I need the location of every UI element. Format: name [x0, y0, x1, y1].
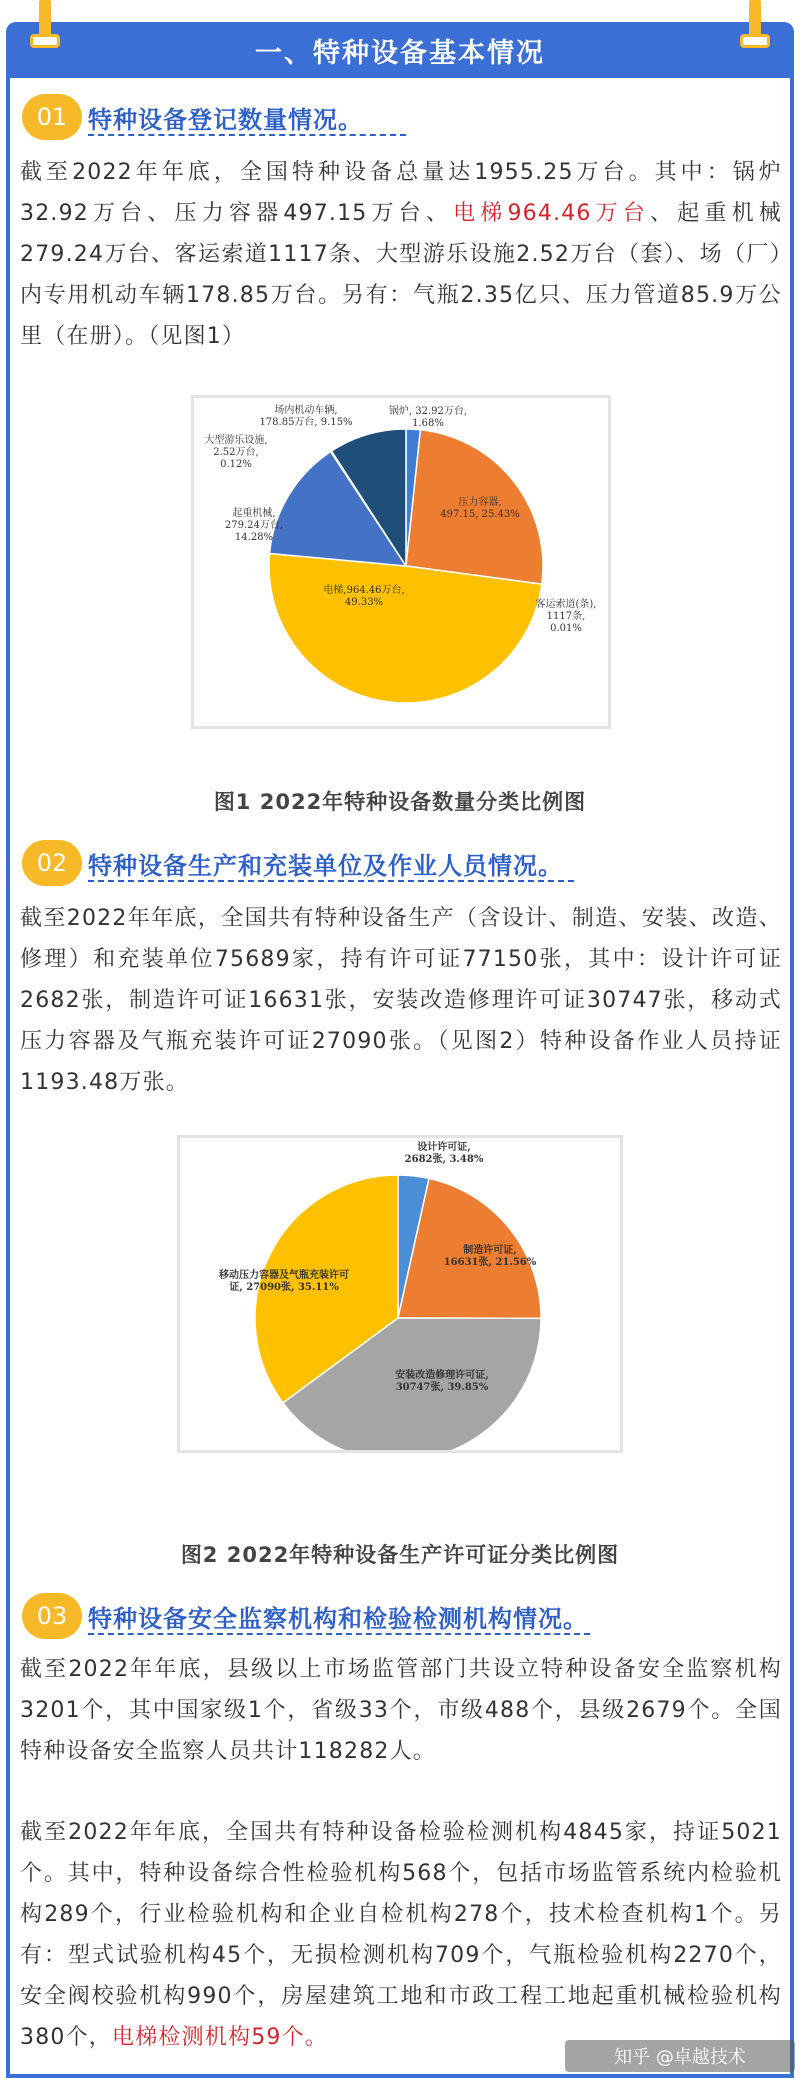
chart1-label-4: 起重机械, 279.24万台, 14.28% [224, 508, 284, 543]
pin-decoration-right [740, 0, 770, 50]
section1-paragraph [20, 152, 782, 357]
chart1-label-0: 锅炉, 32.92万台, 1.68% [388, 406, 468, 429]
section1-text-highlight: 电梯964.46万台 [453, 201, 651, 226]
section2-paragraph: 截至2022年年底，全国共有特种设备生产（含设计、制造、安装、改造、修理）和充装单位75689家，持有许可证77150张，其中：设计许可证2682张，制造许可证16631张，安装改造修理许可证30747张，移动式压力容器及气瓶充装许可证27090张。（见图2）特种设备作业人员持证1193.48万张。 [20, 906, 782, 1095]
chart2-caption: 图2 2022年特种设备生产许可证分类比例图 [180, 1543, 620, 1567]
section3-heading [22, 1593, 782, 1643]
section2-heading [22, 840, 782, 890]
chart1-caption: 图1 2022年特种设备数量分类比例图 [213, 790, 587, 814]
section3-title: 特种设备安全监察机构和检验检测机构情况。 [88, 1605, 588, 1633]
watermark: 知乎 @卓越技术 [565, 2040, 795, 2072]
frame-border-bottom [6, 2074, 794, 2078]
chart2-label-1: 制造许可证, 16631张, 21.56% [443, 1245, 537, 1268]
section3-paragraph2 [20, 1812, 782, 2058]
section3-text2-highlight: 电梯检测机构59个。 [112, 2025, 328, 2050]
section1-badge: 01 [22, 94, 82, 140]
section3-underline [88, 1633, 590, 1635]
section3-paragraph1: 截至2022年年底，县级以上市场监管部门共设立特种设备安全监察机构3201个，其中国家级1个，省级33个，市级488个，县级2679个。全国特种设备安全监察人员共计118282人。 [20, 1657, 782, 1764]
chart1-label-3: 电梯,964.46万台, 49.33% [323, 585, 405, 608]
chart1-label-6: 场内机动车辆, 178.85万台, 9.15% [259, 405, 353, 428]
frame-border-right [790, 70, 794, 2078]
section1-underline [88, 134, 406, 136]
section3-badge: 03 [22, 1593, 82, 1639]
chart2-pie [180, 1138, 620, 1450]
section1-text-b: 、起重机械279.24万台、客运索道1117条、大型游乐设施2.52万台（套）、场（厂）内专用机动车辆178.85万台。另有：气瓶2.35亿只、压力管道85.9万公里（在册）。（见图1） [20, 201, 782, 349]
frame-border-left [6, 70, 10, 2078]
header-title: 一、特种设备基本情况 [255, 37, 545, 69]
chart1-label-1: 压力容器, 497.15, 25.43% [440, 497, 520, 520]
section-header-banner [6, 22, 794, 78]
chart1-label-5: 大型游乐设施, 2.52万台, 0.12% [204, 435, 268, 470]
chart2-label-3: 移动压力容器及气瓶充装许可证, 27090张, 35.11% [219, 1270, 349, 1293]
pin-decoration-left [30, 0, 60, 50]
section2-title: 特种设备生产和充装单位及作业人员情况。 [88, 852, 563, 880]
chart2-container [177, 1135, 623, 1453]
section1-title: 特种设备登记数量情况。 [88, 106, 363, 134]
chart2-label-2: 安装改造修理许可证, 30747张, 39.85% [395, 1370, 489, 1393]
section2-badge: 02 [22, 840, 82, 886]
section3-text2-a: 截至2022年年底，全国共有特种设备检验检测机构4845家，持证5021个。其中，特种设备综合性检验机构568个，包括市场监管系统内检验机构289个，行业检验机构和企业自检机构278个，技术检查机构1个。另有：型式试验机构45个，无损检测机构709个，气瓶检验机构2270个，安全阀校验机构990个，房屋建筑工地和市政工程工地起重机械检验机构380个， [20, 1820, 782, 2050]
chart1-container [191, 395, 611, 729]
chart1-pie [194, 398, 608, 726]
section2-underline [88, 880, 574, 882]
section1-heading [22, 94, 782, 144]
chart1-label-2: 客运索道(条), 1117条, 0.01% [535, 599, 597, 634]
section1-text-a: 截至2022年年底，全国特种设备总量达1955.25万台。其中：锅炉32.92万台、压力容器497.15万台、 [20, 160, 782, 226]
chart2-label-0: 设计许可证, 2682张, 3.48% [404, 1142, 484, 1165]
